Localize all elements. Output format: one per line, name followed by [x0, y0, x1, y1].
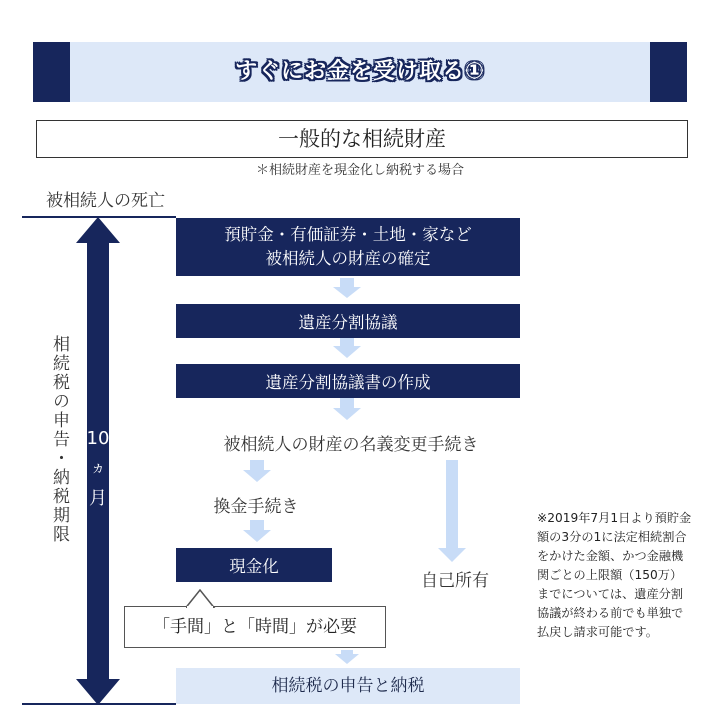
step-cash: 現金化 — [176, 548, 332, 582]
period-number: 10 — [86, 428, 110, 449]
bubble-pointer — [186, 589, 216, 608]
effort-bubble: 「手間」と「時間」が必要 — [124, 606, 386, 648]
side-note: ※2019年7月1日より預貯金額の3分の1に法定相続割合をかけた金額、かつ金融機関ごとの上限額（150万）までについては、遺産分割協議が終わる前でも単独で払戻し請求可能です。 — [537, 511, 692, 639]
step-name-change: 被相続人の財産の名義変更手続き — [223, 435, 479, 455]
step-asset-confirm — [176, 218, 520, 276]
flow-arrow-down-icon — [333, 338, 361, 358]
step-division-doc: 遺産分割協議書の作成 — [176, 364, 520, 398]
step-division-talk: 遺産分割協議 — [176, 304, 520, 338]
period-unit1: ヵ — [90, 458, 106, 476]
self-owned-label: 自己所有 — [421, 571, 489, 591]
step-conversion: 換金手続き — [213, 497, 299, 517]
step1-line1: 預貯金・有価証券・土地・家など — [224, 225, 472, 244]
flow-arrow-down-icon — [335, 650, 359, 664]
subtitle-box: 一般的な相続財産 — [36, 120, 688, 158]
flow-arrow-down-icon — [438, 460, 466, 562]
note-text: ＊相続財産を現金化し納税する場合 — [255, 163, 464, 178]
flow-arrow-down-icon — [243, 460, 271, 482]
flow-arrow-down-icon — [243, 520, 271, 542]
period-unit2: 月 — [89, 488, 107, 509]
flow-arrow-down-icon — [333, 278, 361, 298]
step1-line2: 被相続人の財産の確定 — [265, 249, 431, 268]
page-title: すぐにお金を受け取る① — [235, 59, 485, 84]
period-label: 相続税の申告・納税期限 — [49, 335, 69, 544]
flow-arrow-down-icon — [333, 398, 361, 420]
final-step: 相続税の申告と納税 — [176, 668, 520, 704]
death-label: 被相続人の死亡 — [46, 191, 165, 211]
